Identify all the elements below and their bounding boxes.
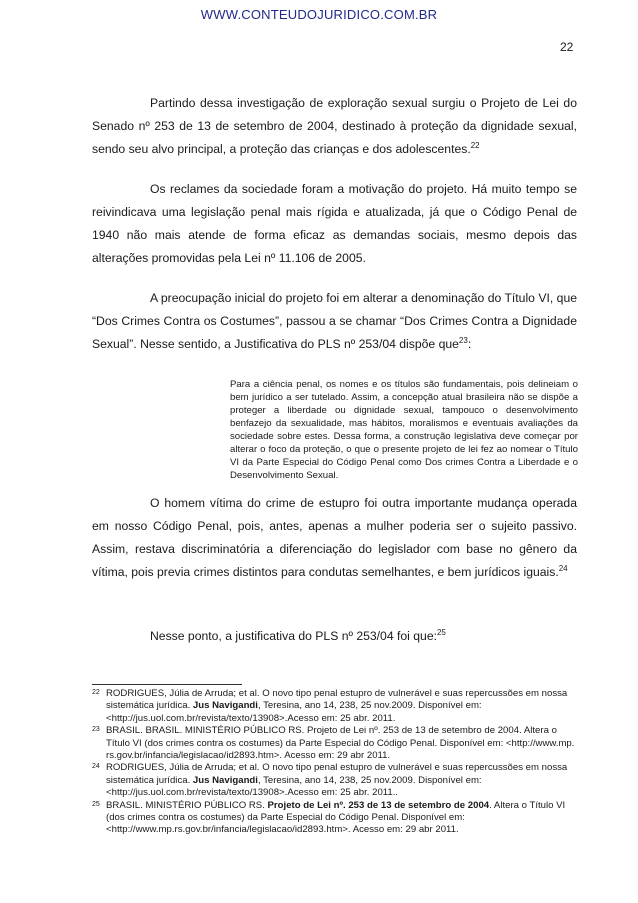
paragraph-1 xyxy=(92,92,577,161)
footnote-text xyxy=(106,800,582,837)
footnote-bold: Projeto de Lei nº. 253 de 13 de setembro de 2004 xyxy=(267,799,490,811)
footnote-mark: 23 xyxy=(92,726,100,734)
footnote-text-part: . Altera o Título VI (dos crimes contra os costumes) da Parte Especial do Código Penal. Disponível em: <http://www.mp.rs.gov.br/infancia/legislacao/id2893.htm>. Acesso em: 29 abr 2011. xyxy=(106,799,566,836)
paragraph-1-text: Partindo dessa investigação de exploração sexual surgiu o Projeto de Lei do Senado nº 253 de 13 de setembro de 2004, destinado à proteção da dignidade sexual, sendo seu alvo principal, a proteção das crianças e dos adolescentes. xyxy=(92,96,577,156)
footnote-24 xyxy=(92,762,582,799)
footnote-mark: 25 xyxy=(92,800,100,808)
footnote-text xyxy=(106,725,582,762)
footnotes xyxy=(92,688,582,837)
footnote-ref-22[interactable]: 22 xyxy=(470,140,480,150)
paragraph-5-text: Nesse ponto, a justificativa do PLS nº 253/04 foi que: xyxy=(150,629,437,643)
paragraph-3-text: A preocupação inicial do projeto foi em alterar a denominação do Título VI, que “Dos Crimes Contra os Costumes”, passou a se chamar “Dos Crimes Contra a Dignidade Sexual”. Nesse sentido, a Justificativa do PLS nº 253/04 dispõe que xyxy=(92,291,577,351)
footnote-ref-25[interactable]: 25 xyxy=(436,627,446,637)
footnote-mark: 24 xyxy=(92,763,100,771)
paragraph-4 xyxy=(92,492,577,584)
footnote-separator xyxy=(92,684,242,685)
footnote-ref-24[interactable]: 24 xyxy=(558,563,568,573)
footnote-text-part: , Teresina, ano 14, 238, 25 nov.2009. Disponível em:<http://jus.uol.com.br/revista/texto/13908>.Acesso em: 25 abr. 2011.. xyxy=(106,774,482,799)
footnote-bold: Jus Navigandi xyxy=(192,774,258,786)
footnote-text-part: , Teresina, ano 14, 238, 25 nov.2009. Disponível em:<http://jus.uol.com.br/revista/texto/13908>.Acesso em: 25 abr. 2011. xyxy=(106,700,482,724)
footnote-23 xyxy=(92,725,582,762)
site-url-header[interactable]: WWW.CONTEUDOJURIDICO.COM.BR xyxy=(200,7,438,22)
footnote-mark: 22 xyxy=(92,689,100,696)
footnote-text-part: RODRIGUES, Júlia de Arruda; et al. O novo tipo penal estupro de vulnerável e suas repercussões em nossa sistemática jurídica. xyxy=(106,688,568,712)
paragraph-5 xyxy=(92,625,577,648)
paragraph-4-text: O homem vítima do crime de estupro foi outra importante mudança operada em nosso Código Penal, pois, antes, apenas a mulher poderia ser o sujeito passivo. Assim, restava discriminatória a diferenciação do legislador com base no gênero da vítima, pois previa crimes distintos para condutas semelhantes, e bem jurídicos iguais. xyxy=(92,496,577,579)
footnote-text xyxy=(106,688,582,725)
footnote-text xyxy=(106,762,582,799)
footnote-text-part: BRASIL. MINISTÉRIO PÚBLICO RS. xyxy=(106,799,268,811)
footnote-text-part: BRASIL. BRASIL. MINISTÉRIO PÚBLICO RS. Projeto de Lei nº. 253 de 13 de setembro de 2004. Altera o Título VI (dos crimes contra os costumes) da Parte Especial do Código Penal. Disponível em: <http://www.mp. rs.gov.br/infancia/legislacao/id2893.htm>. Acesso em: 29 abr 2011. xyxy=(106,725,575,762)
block-quote: Para a ciência penal, os nomes e os títulos são fundamentais, pois delineiam o bem jurídico a ser tutelado. Assim, a concepção atual brasileira não se dispõe a proteger a liberdade ou dignidade sexual, tampouco o desenvolvimento benfazejo da sexualidade, mas hábitos, moralismos e eventuais avaliações da sociedade sobre estes. Dessa forma, a construção legislativa deve começar por alterar o foco da proteção, o que o presente projeto de lei fez ao nomear o Título VI da Parte Especial do Código Penal como Dos crimes Contra a Liberdade e o Desenvolvimento Sexual. xyxy=(230,379,578,481)
footnote-25 xyxy=(92,800,582,837)
paragraph-3 xyxy=(92,287,577,356)
paragraph-2 xyxy=(92,178,577,270)
footnote-bold: Jus Navigandi xyxy=(192,700,258,712)
footnote-22 xyxy=(92,688,582,725)
footnote-text-part: RODRIGUES, Júlia de Arruda; et al. O novo tipo penal estupro de vulnerável e suas repercussões em nossa sistemática jurídica. xyxy=(106,762,568,786)
page-number: 22 xyxy=(560,40,574,54)
footnote-ref-23[interactable]: 23 xyxy=(458,335,468,345)
paragraph-3-tail: : xyxy=(467,337,472,351)
paragraph-2-text: Os reclames da sociedade foram a motivação do projeto. Há muito tempo se reivindicava uma legislação penal mais rígida e atualizada, já que o Código Penal de 1940 não mais atende de forma eficaz as demandas sociais, mesmo depois das alterações promovidas pela Lei nº 11.106 de 2005. xyxy=(92,182,577,265)
